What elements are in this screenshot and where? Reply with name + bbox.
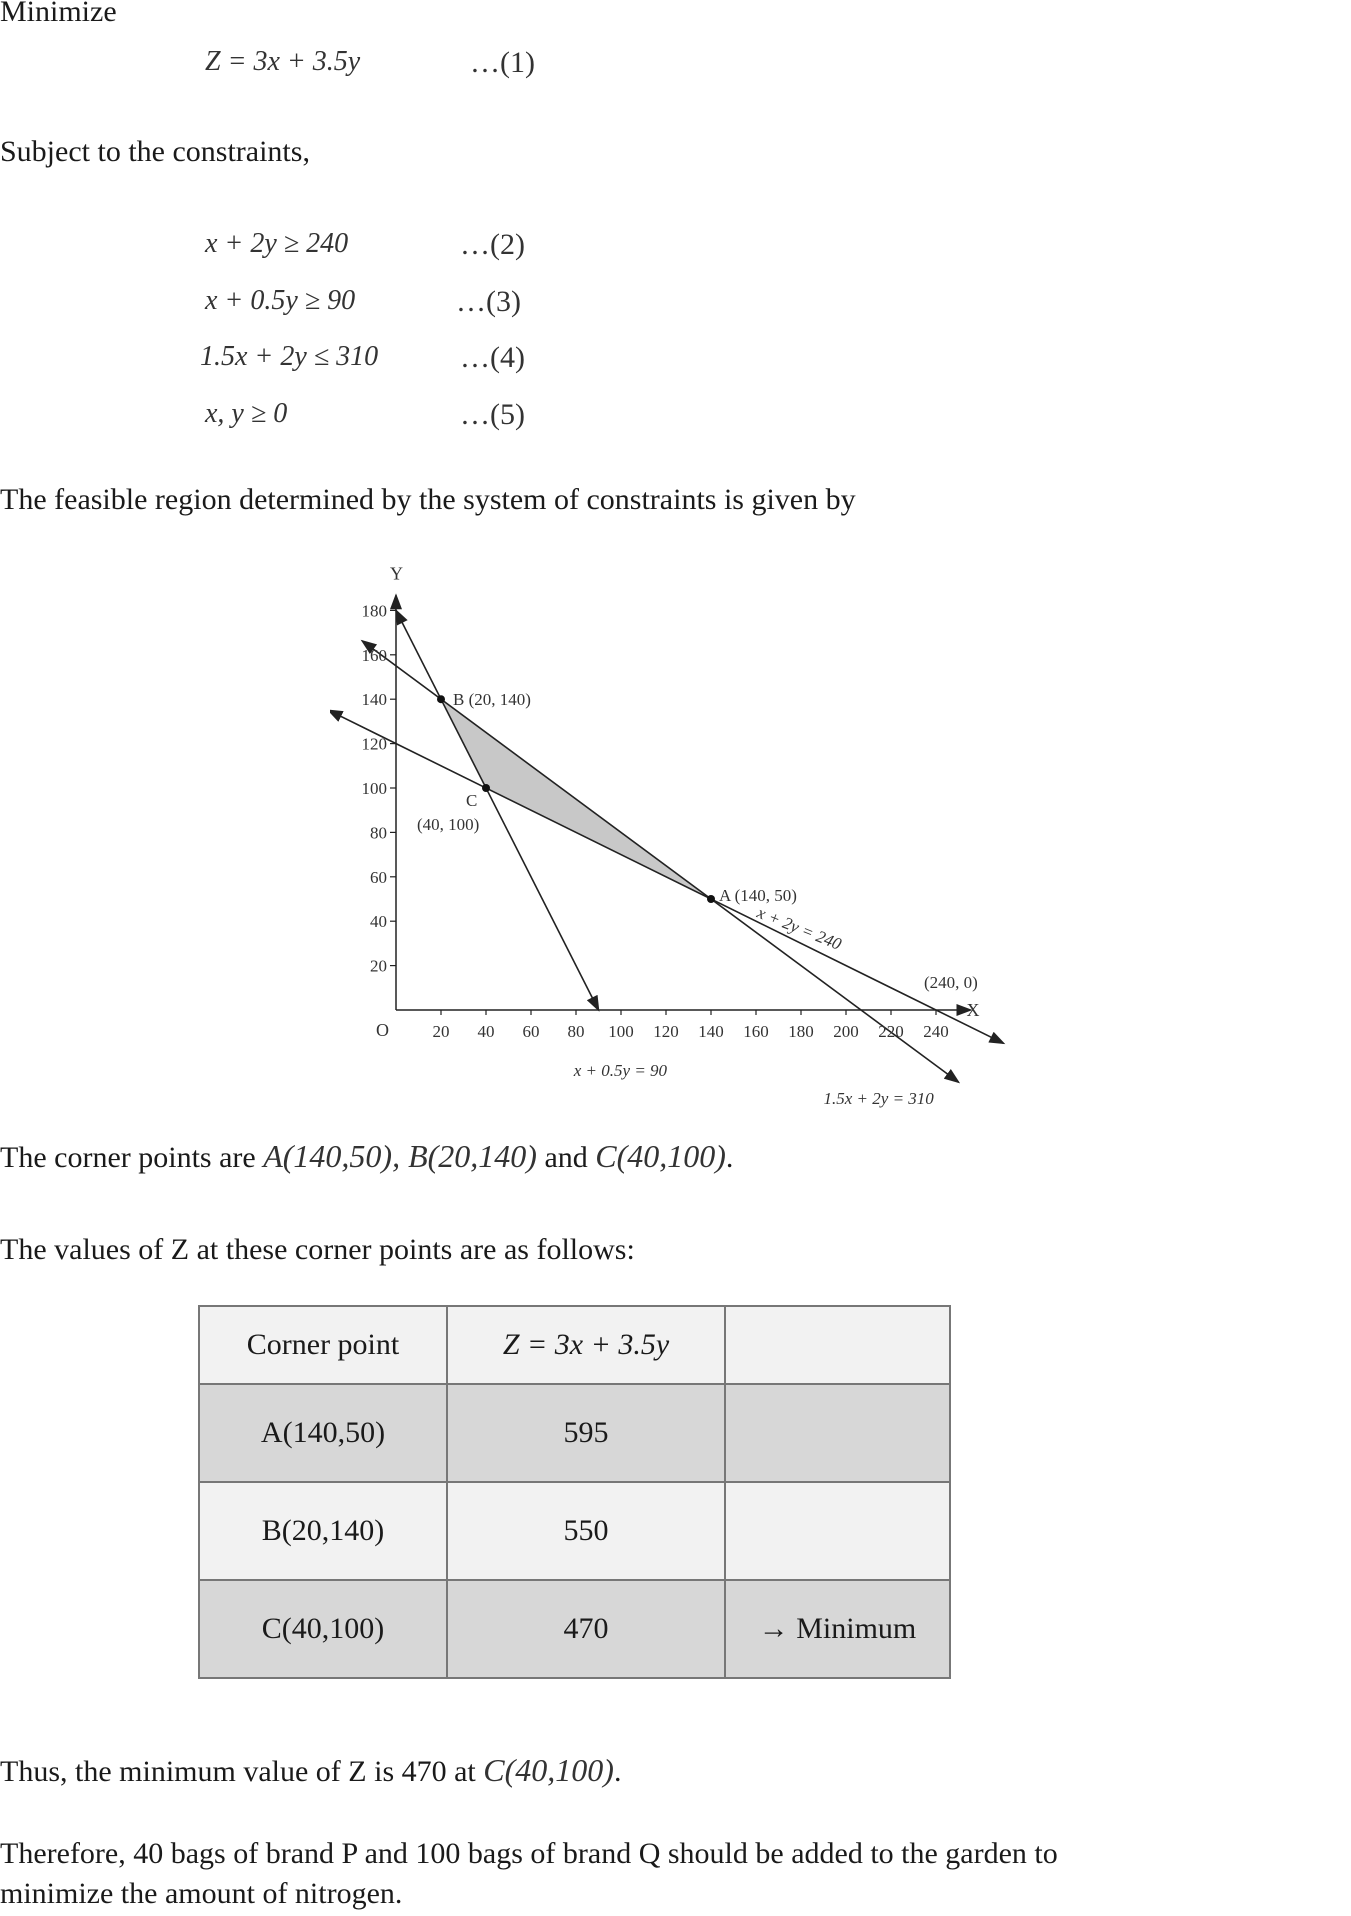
final-text-line: minimize the amount of nitrogen.: [0, 1877, 403, 1910]
y-tick-label: 60: [370, 867, 387, 887]
point-label: (40, 100): [417, 815, 480, 834]
constraint-line: [362, 641, 958, 1082]
table-cell: → Minimum: [725, 1580, 950, 1678]
y-axis-label: Y: [390, 563, 403, 584]
constraint-expr: x + 2y ≥ 240: [205, 228, 349, 259]
x-tick-label: 100: [608, 1022, 634, 1041]
table-cell: 595: [447, 1384, 725, 1482]
table-cell: 550: [447, 1482, 725, 1580]
corner-and: and: [544, 1141, 588, 1174]
feasible-text: The feasible region determined by the system of constraints is given by: [0, 483, 856, 516]
x-tick-label: 120: [653, 1022, 679, 1041]
corner-point-marker: [482, 784, 490, 792]
table-cell: [725, 1384, 950, 1482]
objective-expr: Z = 3x + 3.5y: [205, 46, 361, 77]
constraint-tag: …(2): [460, 228, 525, 261]
table-cell: [725, 1482, 950, 1580]
constraint-tag: …(3): [456, 285, 521, 318]
line-label: x + 0.5y = 90: [573, 1061, 668, 1080]
x-tick-label: 160: [743, 1022, 769, 1041]
intro-text: Minimize: [0, 0, 117, 28]
conclusion-suffix: .: [613, 1755, 622, 1788]
x-tick-label: 20: [432, 1022, 450, 1041]
table-cell: C(40,100): [199, 1580, 447, 1678]
origin-label: O: [376, 1020, 389, 1040]
y-tick-label: 140: [361, 690, 387, 710]
objective-row: [205, 46, 360, 78]
table-row: [199, 1384, 950, 1482]
corner-math-c: C(40,100): [595, 1138, 726, 1174]
conclusion-text: [0, 1752, 621, 1790]
subject-text: Subject to the constraints,: [0, 135, 310, 168]
point-label: (240, 0): [924, 973, 978, 992]
table-header-cell: Z = 3x + 3.5y: [447, 1306, 725, 1384]
corner-prefix: The corner points are: [0, 1141, 256, 1174]
x-tick-label: 200: [833, 1022, 859, 1041]
y-tick-label: 80: [370, 823, 387, 843]
point-label: B (20, 140): [453, 690, 531, 710]
point-label: A (140, 50): [719, 886, 797, 905]
table-row: [199, 1482, 950, 1580]
y-tick-label: 40: [370, 912, 387, 932]
y-tick-label: 180: [361, 601, 387, 621]
table-cell: A(140,50): [199, 1384, 447, 1482]
objective-tag: …(1): [470, 46, 535, 79]
point-label: C: [466, 791, 478, 810]
conclusion-prefix: Thus, the minimum value of Z is 470 at: [0, 1755, 476, 1788]
corner-point-marker: [707, 895, 715, 903]
corner-point-marker: [437, 695, 445, 703]
x-axis-label: X: [966, 1000, 980, 1020]
final-text-line: Therefore, 40 bags of brand P and 100 bags of brand Q should be added to the garden to: [0, 1837, 1058, 1870]
x-tick-label: 40: [477, 1022, 495, 1041]
corner-math: A(140,50), B(20,140): [263, 1138, 537, 1174]
z-values-table: [198, 1305, 951, 1679]
line-label: 1.5x + 2y = 310: [823, 1089, 934, 1108]
x-tick-label: 180: [788, 1022, 814, 1041]
x-tick-label: 140: [698, 1022, 724, 1041]
constraint-expr: x + 0.5y ≥ 90: [205, 285, 356, 316]
y-tick-label: 20: [370, 956, 387, 976]
y-tick-label: 100: [361, 779, 387, 798]
table-cell: B(20,140): [199, 1482, 447, 1580]
corner-points-text: [0, 1138, 733, 1176]
constraint-line: [330, 710, 1004, 1043]
table-header-row: [199, 1306, 950, 1384]
table-header-cell: Corner point: [199, 1306, 447, 1384]
values-text: The values of Z at these corner points are as follows:: [0, 1233, 635, 1266]
feasible-region-graph: [330, 538, 1010, 1108]
conclusion-math: C(40,100): [483, 1752, 614, 1788]
line-label: x + 2y = 240: [754, 902, 845, 954]
constraint-tag: …(5): [460, 398, 525, 431]
y-tick-label: 160: [361, 645, 387, 665]
constraint-expr: x, y ≥ 0: [205, 398, 288, 429]
corner-suffix: .: [725, 1141, 734, 1174]
constraint-tag: …(4): [460, 341, 525, 374]
x-tick-label: 60: [522, 1022, 540, 1041]
table-row: [199, 1580, 950, 1678]
x-tick-label: 240: [923, 1022, 949, 1041]
y-tick-label: 120: [361, 734, 387, 754]
table-cell: 470: [447, 1580, 725, 1678]
x-tick-label: 80: [567, 1022, 585, 1041]
constraint-expr: 1.5x + 2y ≤ 310: [200, 341, 379, 372]
x-tick-label: 220: [878, 1022, 904, 1041]
table-header-cell: [725, 1306, 950, 1384]
